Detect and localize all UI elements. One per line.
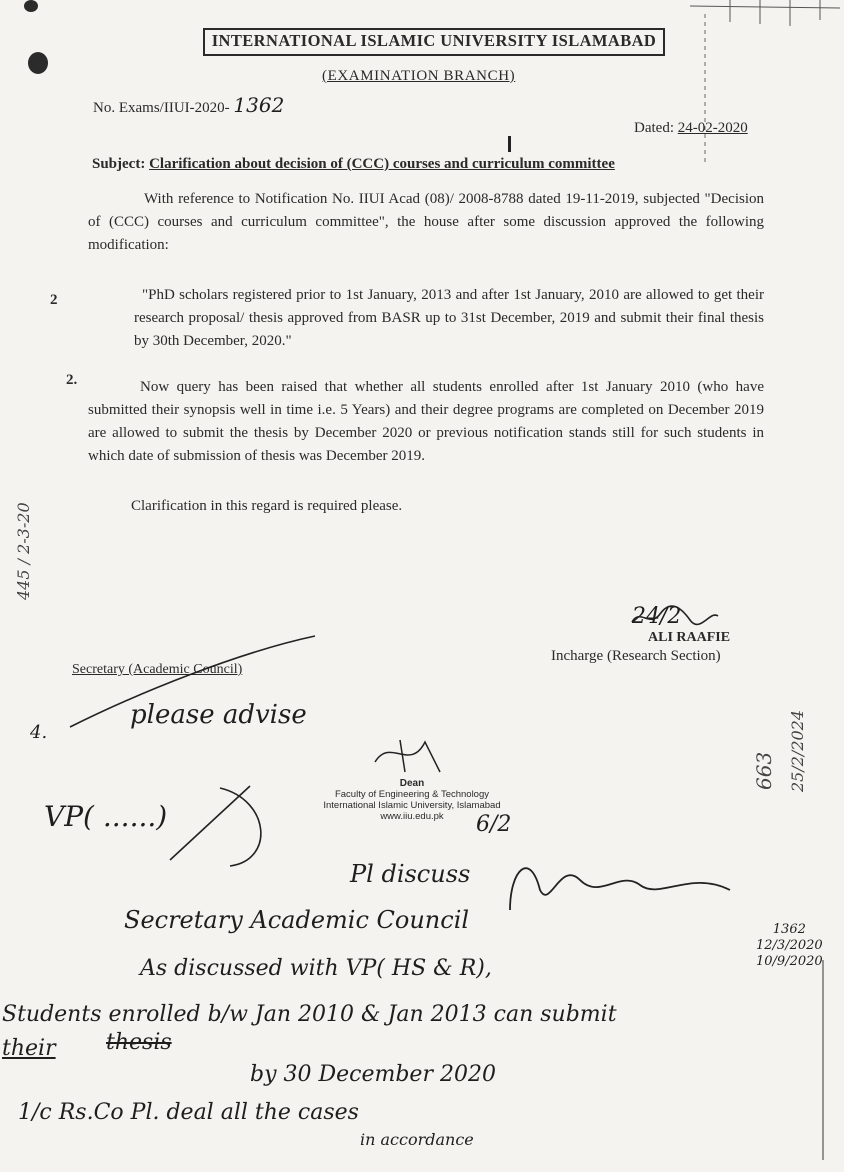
final-instruction: 1/c Rs.Co Pl. deal all the cases [18, 1100, 359, 1125]
reference-handwritten: 1362 [233, 93, 285, 117]
signatory-title: Incharge (Research Section) [551, 648, 721, 664]
paragraph-number-2: 2. [66, 372, 78, 388]
vp-bracket [150, 780, 280, 870]
signatory-name: ALI RAAFIE [648, 630, 731, 645]
vp-note: VP( ......) [44, 800, 168, 833]
dated-label: Dated: [634, 120, 674, 136]
side-number-3: 10/9/2020 [756, 954, 823, 969]
their-note: their [2, 1036, 56, 1061]
received-number: 663 [752, 751, 776, 790]
dean-title: Dean [399, 778, 425, 789]
subject-line [92, 156, 615, 173]
fold-line [702, 14, 708, 164]
tick-mark [508, 136, 511, 152]
punch-hole [28, 52, 48, 74]
side-numbers [756, 922, 823, 970]
by-date-note: by 30 December 2020 [250, 1062, 496, 1087]
branch-name: (EXAMINATION BRANCH) [322, 68, 516, 84]
reference-prefix: No. Exams/IIUI-2020- [93, 100, 230, 116]
dean-signature [370, 732, 450, 776]
secretary-ac-note: Secretary Academic Council [124, 906, 470, 934]
dean-faculty: Faculty of Engineering & Technology [334, 789, 490, 800]
item-number: 4. [30, 722, 48, 743]
university-name: INTERNATIONAL ISLAMIC UNIVERSITY ISLAMABAD [203, 28, 665, 56]
dean-mark: 6/2 [476, 812, 512, 837]
punch-hole [24, 0, 38, 12]
students-note: Students enrolled b/w Jan 2010 & Jan 2013 can submit [2, 1002, 617, 1027]
quoted-decision: "PhD scholars registered prior to 1st January, 2013 and after 1st January, 2010 are allowed to get their research proposal/ thesis approved from BASR up to 31st December, 2019 and submit their final thesis by 30th December, 2020." [134, 287, 764, 349]
dated-value: 24-02-2020 [677, 120, 748, 136]
side-number-1: 1362 [772, 922, 806, 937]
thesis-note: thesis [106, 1030, 172, 1055]
reference-number [93, 93, 284, 117]
addressee: Secretary (Academic Council) [72, 662, 243, 677]
paragraph-number-1: 2 [50, 292, 58, 308]
left-margin-note: 445 / 2-3-20 [14, 502, 33, 600]
date-line [634, 120, 748, 137]
signature-date: 24/2 [632, 604, 682, 629]
edge-marks [690, 0, 840, 30]
closing-line: Clarification in this regard is required please. [131, 498, 403, 514]
intro-paragraph: With reference to Notification No. IIUI Acad (08)/ 2008-8788 dated 19-11-2019, subjected "Decision of (CCC) courses and curriculum committee", the house after some discussion approved the following modification: [88, 191, 764, 253]
right-rule [820, 960, 826, 1160]
vc-signature [500, 850, 740, 920]
discussed-note: As discussed with VP( HS & R), [140, 956, 492, 981]
please-advise-note: please advise [130, 700, 307, 730]
query-paragraph: Now query has been raised that whether all students enrolled after 1st January 2010 (who have submitted their synopsis well in time i.e. 5 Years) and their degree programs are completed on December 2019 are allowed to submit the thesis by December 2020 or previous notification stands still for such students in which date of submission of thesis was December 2019. [88, 379, 764, 464]
subject-text: Clarification about decision of (CCC) courses and curriculum committee [149, 156, 615, 172]
subject-label: Subject: [92, 156, 146, 172]
signature-stroke [630, 604, 720, 630]
side-number-2: 12/3/2020 [756, 938, 823, 953]
dean-website: www.iiu.edu.pk [380, 811, 444, 822]
dean-university: International Islamic University, Islamabad [323, 800, 501, 811]
pl-discuss-note: Pl discuss [350, 860, 471, 888]
right-side-stamp: 25/2/2024 [788, 709, 807, 792]
accordance-note: in accordance [360, 1130, 474, 1149]
